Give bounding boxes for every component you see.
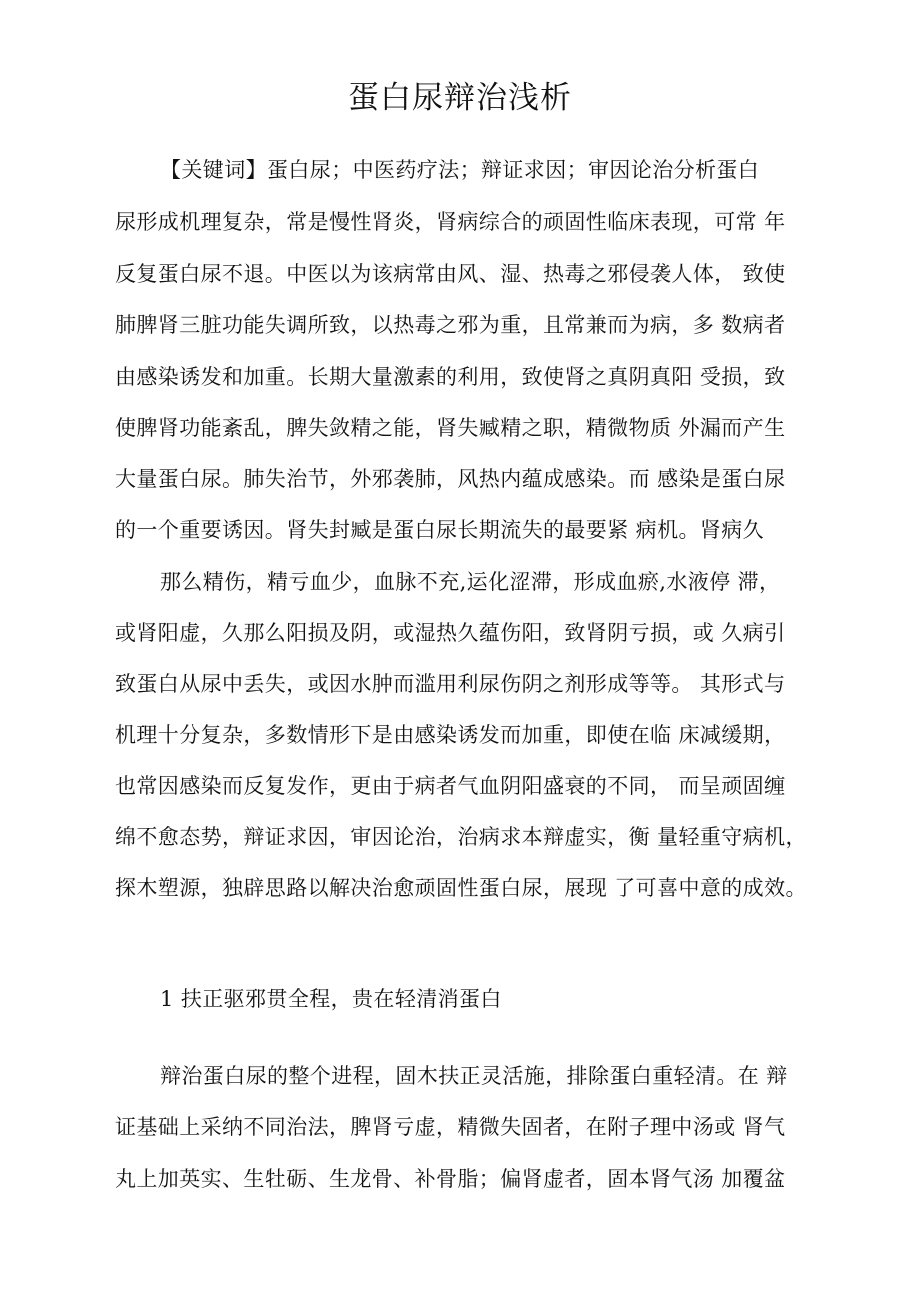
paragraph-line: 那么精伤，精亏血少，血脉不充,运化涩滞，形成血瘀,水液停 滞， xyxy=(160,570,781,594)
paragraph-line: 的一个重要诱因。肾失封臧是蛋白尿长期流失的最要紧 病机。肾病久 xyxy=(115,518,765,542)
paragraph-line: 绵不愈态势，辩证求因，审因论治，治病求本辩虚实，衡 量轻重守病机， xyxy=(115,825,807,849)
paragraph-line: 【关键词】蛋白尿；中医药疗法；辩证求因；审因论治分析蛋白 xyxy=(160,158,760,182)
paragraph-line: 大量蛋白尿。肺失治节，外邪袭肺，风热内蕴成感染。而 感染是蛋白尿 xyxy=(115,467,786,491)
paragraph-line: 尿形成机理复杂，常是慢性肾炎，肾病综合的顽固性临床表现，可常 年 xyxy=(115,210,786,234)
paragraph-line: 反复蛋白尿不退。中医以为该病常由风、湿、热毒之邪侵袭人体， 致使 xyxy=(115,262,786,286)
paragraph-line: 机理十分复杂，多数情形下是由感染诱发而加重，即使在临 床减缓期， xyxy=(115,723,786,747)
paragraph-line: 也常因感染而反复发作，更由于病者气血阴阳盛衰的不同， 而呈顽固缠 xyxy=(115,774,786,798)
paragraph-line: 或肾阳虚，久那么阳损及阴，或湿热久蕴伤阳，致肾阴亏损，或 久病引 xyxy=(115,621,786,645)
paragraph-line: 由感染诱发和加重。长期大量激素的利用，致使肾之真阴真阳 受损，致 xyxy=(115,365,786,389)
paragraph-line: 证基础上采纳不同治法，脾肾亏虚，精微失固者，在附子理中汤或 肾气 xyxy=(115,1115,786,1139)
paragraph-line: 肺脾肾三脏功能失调所致，以热毒之邪为重，且常兼而为病，多 数病者 xyxy=(115,313,786,337)
document-title: 蛋白尿辩治浅析 xyxy=(348,80,572,116)
paragraph-line: 致蛋白从尿中丢失，或因水肿而滥用利尿伤阴之剂形成等等。 其形式与 xyxy=(115,672,786,696)
paragraph-line: 丸上加英实、生牡砺、生龙骨、补骨脂；偏肾虚者，固本肾气汤 加覆盆 xyxy=(115,1167,786,1191)
paragraph-line: 使脾肾功能紊乱，脾失敛精之能，肾失臧精之职，精微物质 外漏而产生 xyxy=(115,416,786,440)
section-heading: 1 扶正驱邪贯全程，贵在轻清消蛋白 xyxy=(160,987,502,1011)
paragraph-line: 探木塑源，独辟思路以解决治愈顽固性蛋白尿，展现 了可喜中意的成效。 xyxy=(115,876,807,900)
paragraph-line: 辩治蛋白尿的整个进程，固木扶正灵活施，排除蛋白重轻清。在 辩 xyxy=(160,1064,788,1088)
